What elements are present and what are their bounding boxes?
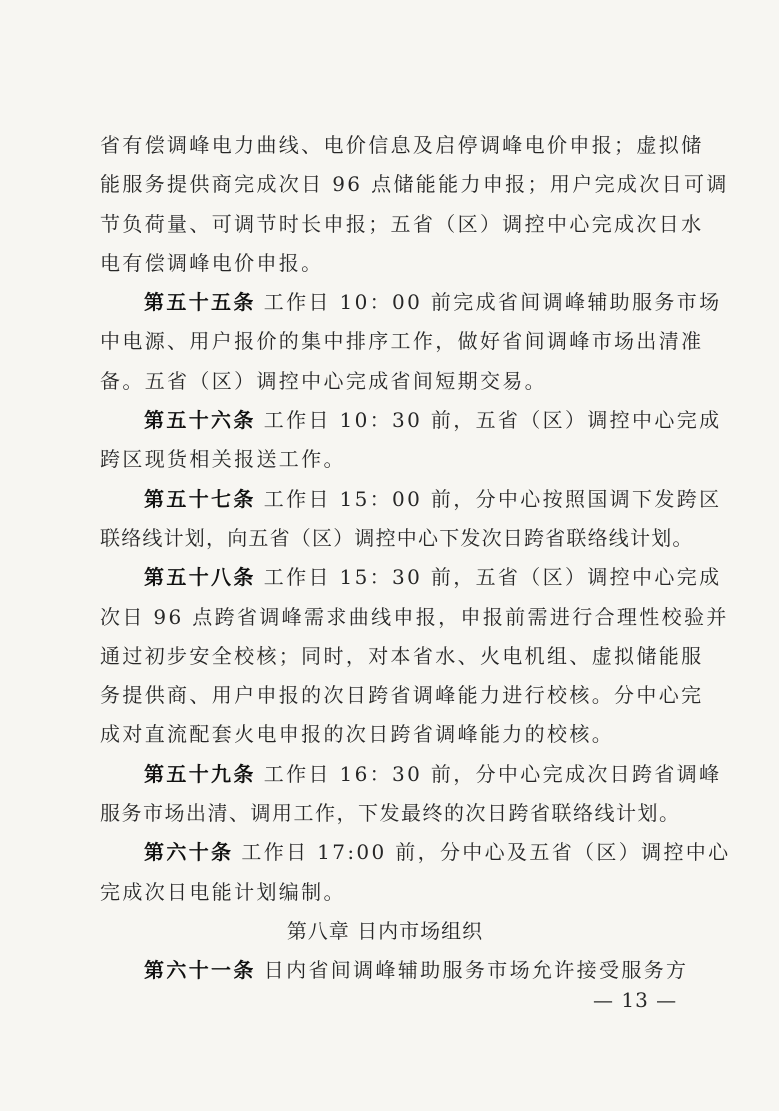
text-line: 能服务提供商完成次日 96 点储能能力申报；用户完成次日可调 bbox=[100, 172, 729, 197]
article-first-line bbox=[100, 480, 722, 519]
article-label: 第五十七条 bbox=[144, 486, 256, 511]
article-text: 日内省间调峰辅助服务市场允许接受服务方 bbox=[263, 958, 689, 983]
article-text: 工作日 10：30 前，五省（区）调控中心完成 bbox=[263, 408, 722, 433]
article-label: 第五十八条 bbox=[144, 565, 256, 590]
text-line: 次日 96 点跨省调峰需求曲线申报，申报前需进行合理性校验并 bbox=[100, 604, 729, 629]
text-line: 跨区现货相关报送工作。 bbox=[100, 447, 346, 472]
article-text: 工作日 10：00 前完成省间调峰辅助服务市场 bbox=[263, 290, 722, 315]
page-number: — 13 — bbox=[593, 988, 678, 1012]
article-first-line bbox=[100, 951, 689, 990]
article-text: 工作日 16：30 前，分中心完成次日跨省调峰 bbox=[263, 761, 722, 786]
text-line: 完成次日电能计划编制。 bbox=[100, 879, 346, 904]
chapter-heading: 第八章 日内市场组织 bbox=[286, 918, 484, 943]
text-line: 备。五省（区）调控中心完成省间短期交易。 bbox=[100, 368, 547, 393]
article-label: 第六十条 bbox=[144, 840, 234, 865]
text-line: 务提供商、用户申报的次日跨省调峰能力进行校核。分中心完 bbox=[100, 683, 704, 708]
article-text: 工作日 17:00 前，分中心及五省（区）调控中心 bbox=[241, 840, 731, 865]
page-body bbox=[100, 126, 731, 991]
text-line: 节负荷量、可调节时长申报；五省（区）调控中心完成次日水 bbox=[100, 211, 704, 236]
text-line: 中电源、用户报价的集中排序工作，做好省间调峰市场出清准 bbox=[100, 329, 704, 354]
article-text: 工作日 15：30 前，五省（区）调控中心完成 bbox=[263, 565, 722, 590]
article-label: 第五十六条 bbox=[144, 408, 256, 433]
article-label: 第五十九条 bbox=[144, 761, 256, 786]
text-line: 通过初步安全校核；同时，对本省水、火电机组、虚拟储能服 bbox=[100, 643, 704, 668]
text-line: 联络线计划，向五省（区）调控中心下发次日跨省联络线计划。 bbox=[100, 525, 694, 550]
text-line: 成对直流配套火电申报的次日跨省调峰能力的校核。 bbox=[100, 722, 615, 747]
article-first-line bbox=[100, 833, 731, 872]
text-line: 省有偿调峰电力曲线、电价信息及启停调峰电价申报；虚拟储 bbox=[100, 133, 704, 157]
article-text: 工作日 15：00 前，分中心按照国调下发跨区 bbox=[263, 486, 722, 511]
article-label: 第六十一条 bbox=[144, 958, 256, 983]
article-first-line bbox=[100, 755, 722, 794]
text-line: 服务市场出清、调用工作，下发最终的次日跨省联络线计划。 bbox=[100, 801, 681, 826]
article-first-line bbox=[100, 283, 722, 322]
text-line: 电有偿调峰电价申报。 bbox=[100, 250, 324, 275]
article-first-line bbox=[100, 401, 722, 440]
article-label: 第五十五条 bbox=[144, 290, 256, 315]
article-first-line bbox=[100, 558, 722, 597]
